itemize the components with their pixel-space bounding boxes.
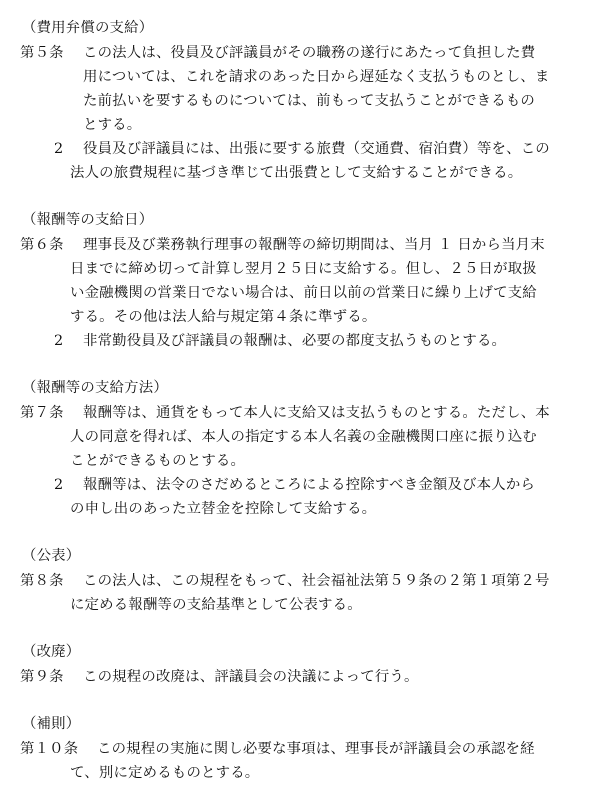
article-text-line: この規程の実施に関し必要な事項は、理事長が評議員会の承認を経	[97, 741, 535, 757]
section-heading: （報酬等の支給方法）	[22, 380, 168, 396]
paragraph-number: 2	[54, 141, 64, 157]
article-text-line: て、別に定めるものとする。	[70, 765, 260, 781]
section-heading: （費用弁償の支給）	[22, 20, 154, 36]
paragraph-text-line: 役員及び評議員には、出張に要する旅費（交通費、宿泊費）等を、この	[83, 141, 550, 157]
paragraph-text-line: 非常勤役員及び評議員の報酬は、必要の都度支払うものとする。	[83, 333, 507, 349]
paragraph-number: 2	[54, 333, 64, 349]
article-text-line: 理事長及び業務執行理事の報酬等の締切期間は、当月 １ 日から当月末	[83, 237, 545, 253]
article-text-line: 報酬等は、通貨をもって本人に支給又は支払うものとする。ただし、本	[83, 405, 550, 421]
paragraph-number: 2	[54, 477, 64, 493]
section-heading: （改廃）	[22, 644, 81, 660]
paragraph-text-line: 法人の旅費規程に基づき準じて出張費として支給することができる。	[70, 165, 523, 181]
article-text-line: 日までに締め切って計算し翌月２５日に支給する。但し、２５日が取扱	[70, 261, 537, 277]
paragraph-text-line: 報酬等は、法令のさだめるところによる控除すべき金額及び本人から	[83, 477, 536, 493]
article-text-line: 人の同意を得れば、本人の指定する本人名義の金融機関口座に振り込む	[70, 429, 537, 445]
paragraph-text-line: の申し出のあった立替金を控除して支給する。	[70, 501, 377, 517]
article-text-line: する。その他は法人給与規定第４条に準ずる。	[70, 309, 377, 325]
article-text-line: この規程の改廃は、評議員会の決議によって行う。	[83, 669, 419, 685]
article-label: 第８条	[20, 573, 64, 589]
article-label: 第７条	[20, 405, 64, 421]
article-text-line: とする。	[83, 117, 142, 133]
article-text-line: この法人は、役員及び評議員がその職務の遂行にあたって負担した費	[83, 45, 536, 61]
article-label: 第９条	[20, 669, 64, 685]
article-text-line: ことができるものとする。	[70, 453, 246, 469]
article-text-line: い金融機関の営業日でない場合は、前日以前の営業日に繰り上げて支給	[70, 285, 537, 301]
section-heading: （報酬等の支給日）	[22, 212, 154, 228]
article-label: 第６条	[20, 237, 64, 253]
article-text-line: に定める報酬等の支給基準として公表する。	[70, 597, 362, 613]
article-text-line: た前払いを要するものについては、前もって支払うことができるもの	[83, 93, 536, 109]
section-heading: （補則）	[22, 716, 81, 732]
section-heading: （公表）	[22, 548, 81, 564]
article-text-line: この法人は、この規程をもって、社会福祉法第５９条の２第１項第２号	[83, 573, 550, 589]
article-label: 第１０条	[20, 741, 79, 757]
article-label: 第５条	[20, 45, 64, 61]
article-text-line: 用については、これを請求のあった日から遅延なく支払うものとし、ま	[83, 69, 550, 85]
